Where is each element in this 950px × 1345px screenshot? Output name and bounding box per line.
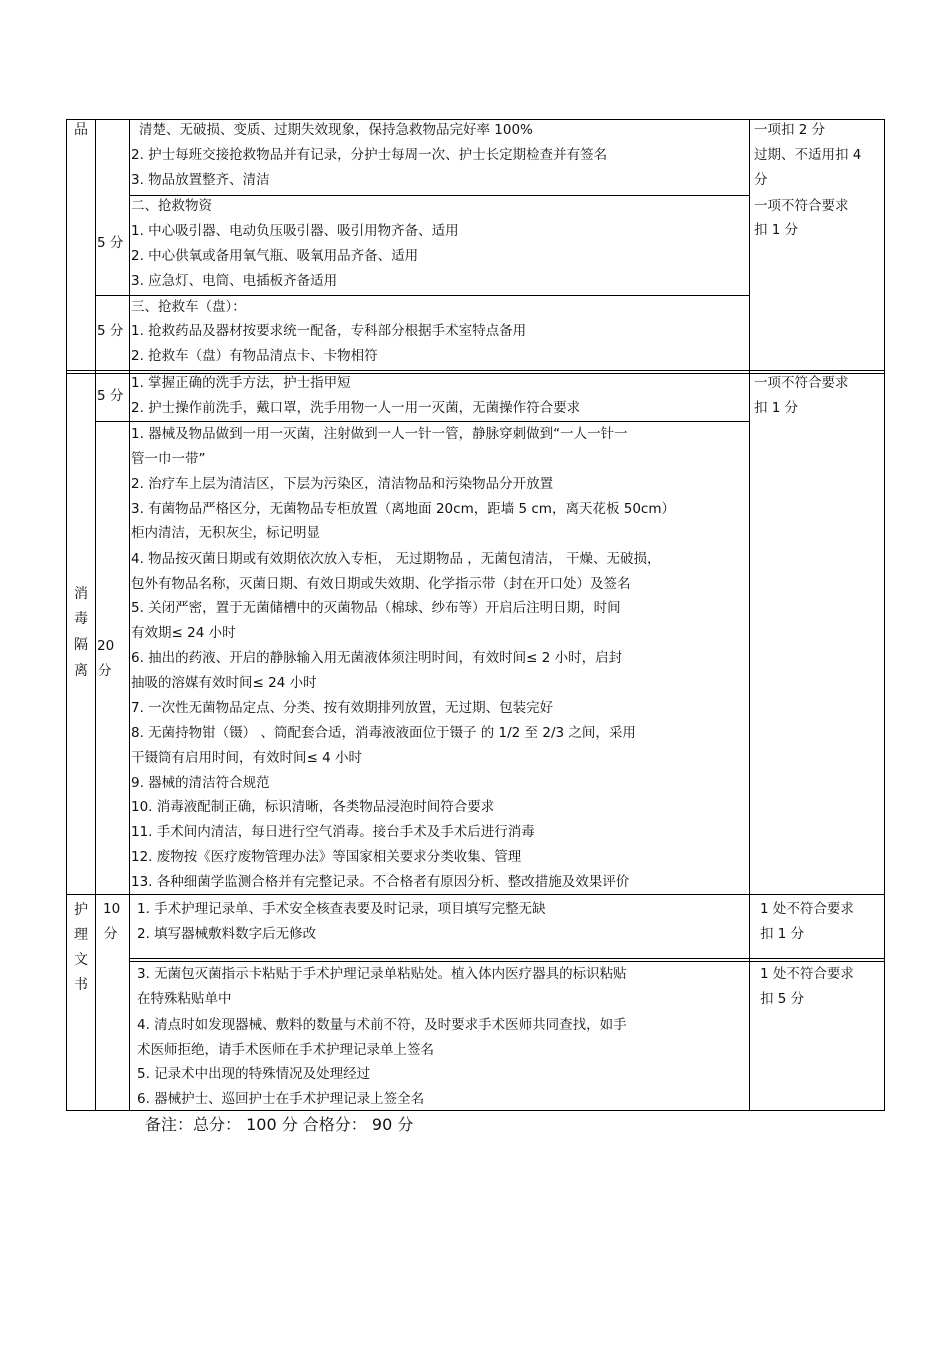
item-line: 有效期≤ 24 小时	[131, 625, 236, 641]
item-line: 2. 护士操作前洗手，戴口罩，洗手用物一人一用一灭菌，无菌操作符合要求	[131, 400, 581, 416]
item-line: 6. 器械护士、巡回护士在手术护理记录上签全名	[137, 1091, 425, 1107]
item-line: 3. 无菌包灭菌指示卡粘贴于手术护理记录单粘贴处。植入体内医疗器具的标识粘贴	[137, 966, 627, 982]
row-divider	[95, 295, 749, 296]
score-label: 20	[97, 638, 115, 654]
score-label: 分	[98, 663, 112, 679]
item-line: 5. 关闭严密，置于无菌储槽中的灭菌物品（棉球、纱布等）开启后注明日期，时间	[131, 600, 621, 616]
item-line: 8. 无菌持物钳（镊） 、筒配套合适，消毒液液面位于镊子 的 1/2 至 2/3 之间，采用	[131, 725, 636, 741]
item-line: 1. 中心吸引器、电动负压吸引器、吸引用物齐备、适用	[131, 223, 459, 239]
content-column-left	[129, 119, 130, 1111]
item-line: 5. 记录术中出现的特殊情况及处理经过	[137, 1066, 371, 1082]
item-line: 13. 各种细菌学监测合格并有完整记录。不合格者有原因分析、整改措施及效果评价	[131, 874, 630, 890]
item-line: 在特殊粘贴单中	[137, 991, 232, 1007]
deduction-rule: 一项不符合要求	[754, 198, 849, 214]
item-line: 术医师拒绝，请手术医师在手术护理记录单上签名	[137, 1042, 434, 1058]
deduction-rule: 扣 1 分	[754, 222, 799, 238]
item-line: 2. 护士每班交接抢救物品并有记录，分护士每周一次、护士长定期检查并有签名	[131, 147, 608, 163]
item-line: 2. 治疗车上层为清洁区，下层为污染区，清洁物品和污染物品分开放置	[131, 476, 554, 492]
category-label: 离	[74, 663, 88, 679]
score-label: 10	[103, 901, 121, 917]
item-line: 二、抢救物资	[131, 198, 212, 214]
item-line: 3. 应急灯、电筒、电插板齐备适用	[131, 273, 338, 289]
score-label: 分	[104, 926, 118, 942]
item-line: 1. 器械及物品做到一用一灭菌，注射做到一人一针一管，静脉穿刺做到“一人一针一	[131, 426, 628, 442]
deduction-rule: 扣 1 分	[760, 926, 805, 942]
item-line: 1. 掌握正确的洗手方法，护士指甲短	[131, 375, 351, 391]
deduction-rule: 扣 5 分	[760, 991, 805, 1007]
category-label: 书	[74, 977, 88, 993]
score-label: 5 分	[97, 235, 124, 251]
item-line: 10. 消毒液配制正确，标识清晰，各类物品浸泡时间符合要求	[131, 799, 495, 815]
row-divider	[129, 195, 749, 196]
deduction-rule: 过期、不适用扣 4	[754, 147, 862, 163]
item-line: 3. 有菌物品严格区分，无菌物品专柜放置（离地面 20cm，距墙 5 cm，离天花板 50cm）	[131, 501, 676, 517]
item-line: 抽吸的溶媒有效时间≤ 24 小时	[131, 675, 317, 691]
item-line: 2. 中心供氧或备用氧气瓶、吸氧用品齐备、适用	[131, 248, 419, 264]
row-divider	[95, 421, 749, 422]
deduction-rule: 1 处不符合要求	[760, 966, 854, 982]
item-line: 柜内清洁，无积灰尘，标记明显	[131, 525, 320, 541]
category-label: 文	[74, 952, 88, 968]
item-line: 7. 一次性无菌物品定点、分类、按有效期排列放置，无过期、包装完好	[131, 700, 554, 716]
table-border-bottom	[66, 1110, 884, 1111]
score-label: 5 分	[97, 323, 124, 339]
deduction-rule: 一项不符合要求	[754, 375, 849, 391]
section-divider	[66, 894, 884, 895]
item-line: 2. 填写器械敷料数字后无修改	[137, 926, 317, 942]
item-line: 三、抢救车（盘）：	[131, 299, 246, 315]
item-line: 1. 抢救药品及器材按要求统一配备，专科部分根据手术室特点备用	[131, 323, 527, 339]
item-line: 4. 清点时如发现器械、敷料的数量与术前不符，及时要求手术医师共同查找，如手	[137, 1017, 627, 1033]
item-line: 2. 抢救车（盘）有物品清点卡、卡物相符	[131, 348, 378, 364]
category-label: 消	[74, 586, 88, 602]
item-line: 1. 手术护理记录单、手术安全核查表要及时记录，项目填写完整无缺	[137, 901, 546, 917]
item-line: 清楚、无破损、变质、过期失效现象，保持急救物品完好率 100%	[139, 122, 533, 138]
item-line: 6. 抽出的药液、开启的静脉输入用无菌液体须注明时间，有效时间≤ 2 小时，启封	[131, 650, 623, 666]
section-divider	[66, 370, 884, 371]
table-border-right	[884, 119, 885, 1111]
category-label: 毒	[74, 611, 88, 627]
item-line: 包外有物品名称，灭菌日期、有效日期或失效期、化学指示带（封在开口处）及签名	[131, 576, 631, 592]
item-line: 管一巾一带”	[131, 451, 206, 467]
deduction-rule: 扣 1 分	[754, 400, 799, 416]
item-line: 12. 废物按《医疗废物管理办法》等国家相关要求分类收集、管理	[131, 849, 522, 865]
deduction-rule: 分	[754, 172, 768, 188]
item-line: 11. 手术间内清洁，每日进行空气消毒。接台手术及手术后进行消毒	[131, 824, 535, 840]
category-label: 隔	[74, 637, 88, 653]
category-label: 护	[74, 902, 88, 918]
deduct-column-left	[749, 119, 750, 1111]
item-line: 4. 物品按灭菌日期或有效期依次放入专柜， 无过期物品 ，无菌包清洁， 干燥、无破损，	[131, 551, 661, 567]
category-label: 理	[74, 927, 88, 943]
item-line: 干镊筒有启用时间，有效时间≤ 4 小时	[131, 750, 362, 766]
item-line: 9. 器械的清洁符合规范	[131, 775, 270, 791]
row-divider	[129, 958, 884, 959]
deduction-rule: 一项扣 2 分	[754, 122, 826, 138]
score-footnote: 备注：总分： 100 分 合格分： 90 分	[145, 1115, 414, 1134]
item-line: 3. 物品放置整齐、清洁	[131, 172, 270, 188]
row-divider	[129, 961, 884, 962]
deduction-rule: 1 处不符合要求	[760, 901, 854, 917]
category-label: 品	[74, 122, 88, 138]
score-label: 5 分	[97, 388, 124, 404]
table-border-top	[66, 119, 884, 120]
